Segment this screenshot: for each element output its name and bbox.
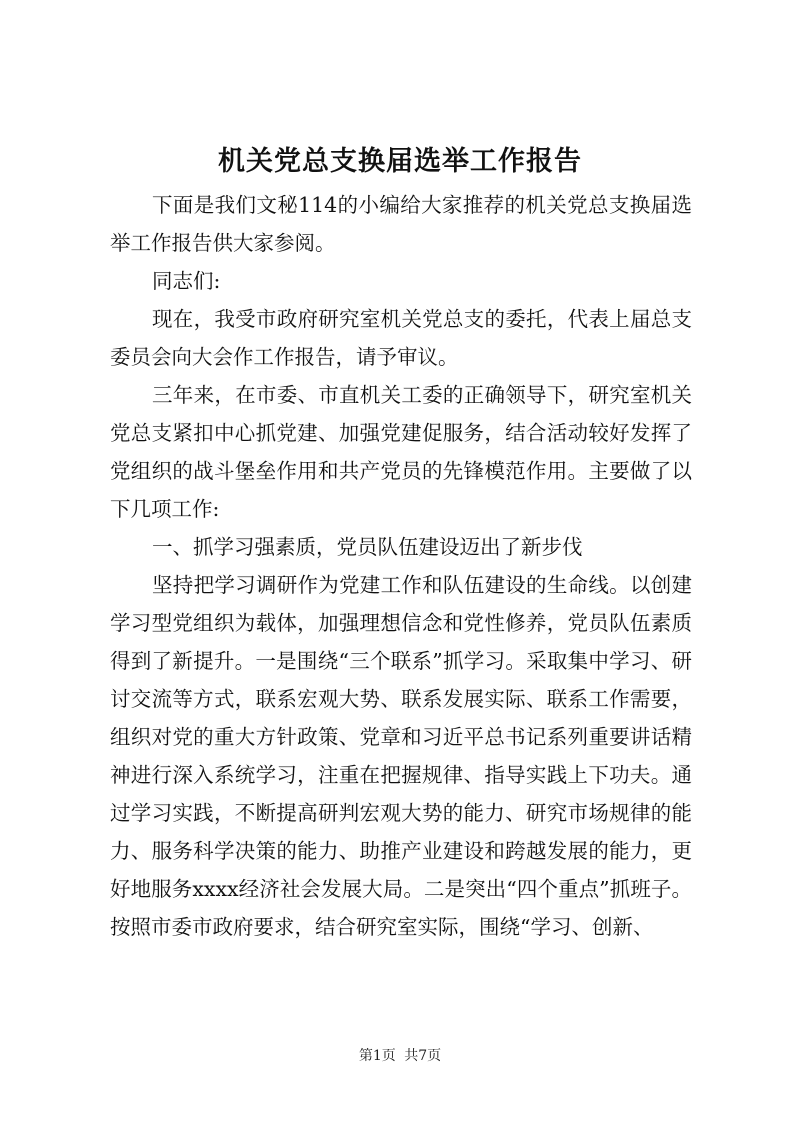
paragraph-summary: 三年来，在市委、市直机关工委的正确领导下，研究室机关党总支紧扣中心抓党建、加强党建促服务，结合活动较好发挥了党组织的战斗堡垒作用和共产党员的先锋模范作用。主要做了以下几项工作:	[110, 383, 692, 521]
page-number: 第1页	[358, 1048, 396, 1064]
paragraph-intro: 下面是我们文秘114的小编给大家推荐的机关党总支换届选举工作报告供大家参阅。	[110, 193, 692, 255]
paragraph-section-1: 坚持把学习调研作为党建工作和队伍建设的生命线。以创建学习型党组织为载体，加强理想信念和党性修养，党员队伍素质得到了新提升。一是围绕“三个联系”抓学习。采取集中学习、研讨交流等方式，联系宏观大势、联系发展实际、联系工作需要，组织对党的重大方针政策、党章和习近平总书记系列重要讲话精神进行深入系统学习，注重在把握规律、指导实践上下功夫。通过学习实践，不断提高研判宏观大势的能力、研究市场规律的能力、服务科学决策的能力、助推产业建设和跨越发展的能力，更好地服务xxxx经济社会发展大局。二是突出“四个重点”抓班子。按照市委市政府要求，结合研究室实际，围绕“学习、创新、	[110, 573, 692, 939]
paragraph-opening: 现在，我受市政府研究室机关党总支的委托，代表上届总支委员会向大会作工作报告，请予审议。	[110, 307, 692, 369]
section-heading-1: 一、抓学习强素质，党员队伍建设迈出了新步伐	[152, 535, 583, 559]
document-body	[110, 186, 692, 946]
document-title: 机关党总支换届选举工作报告	[218, 146, 582, 177]
paragraph-salutation: 同志们:	[152, 269, 221, 293]
page-footer	[0, 1046, 800, 1066]
page-total: 共7页	[404, 1048, 442, 1064]
